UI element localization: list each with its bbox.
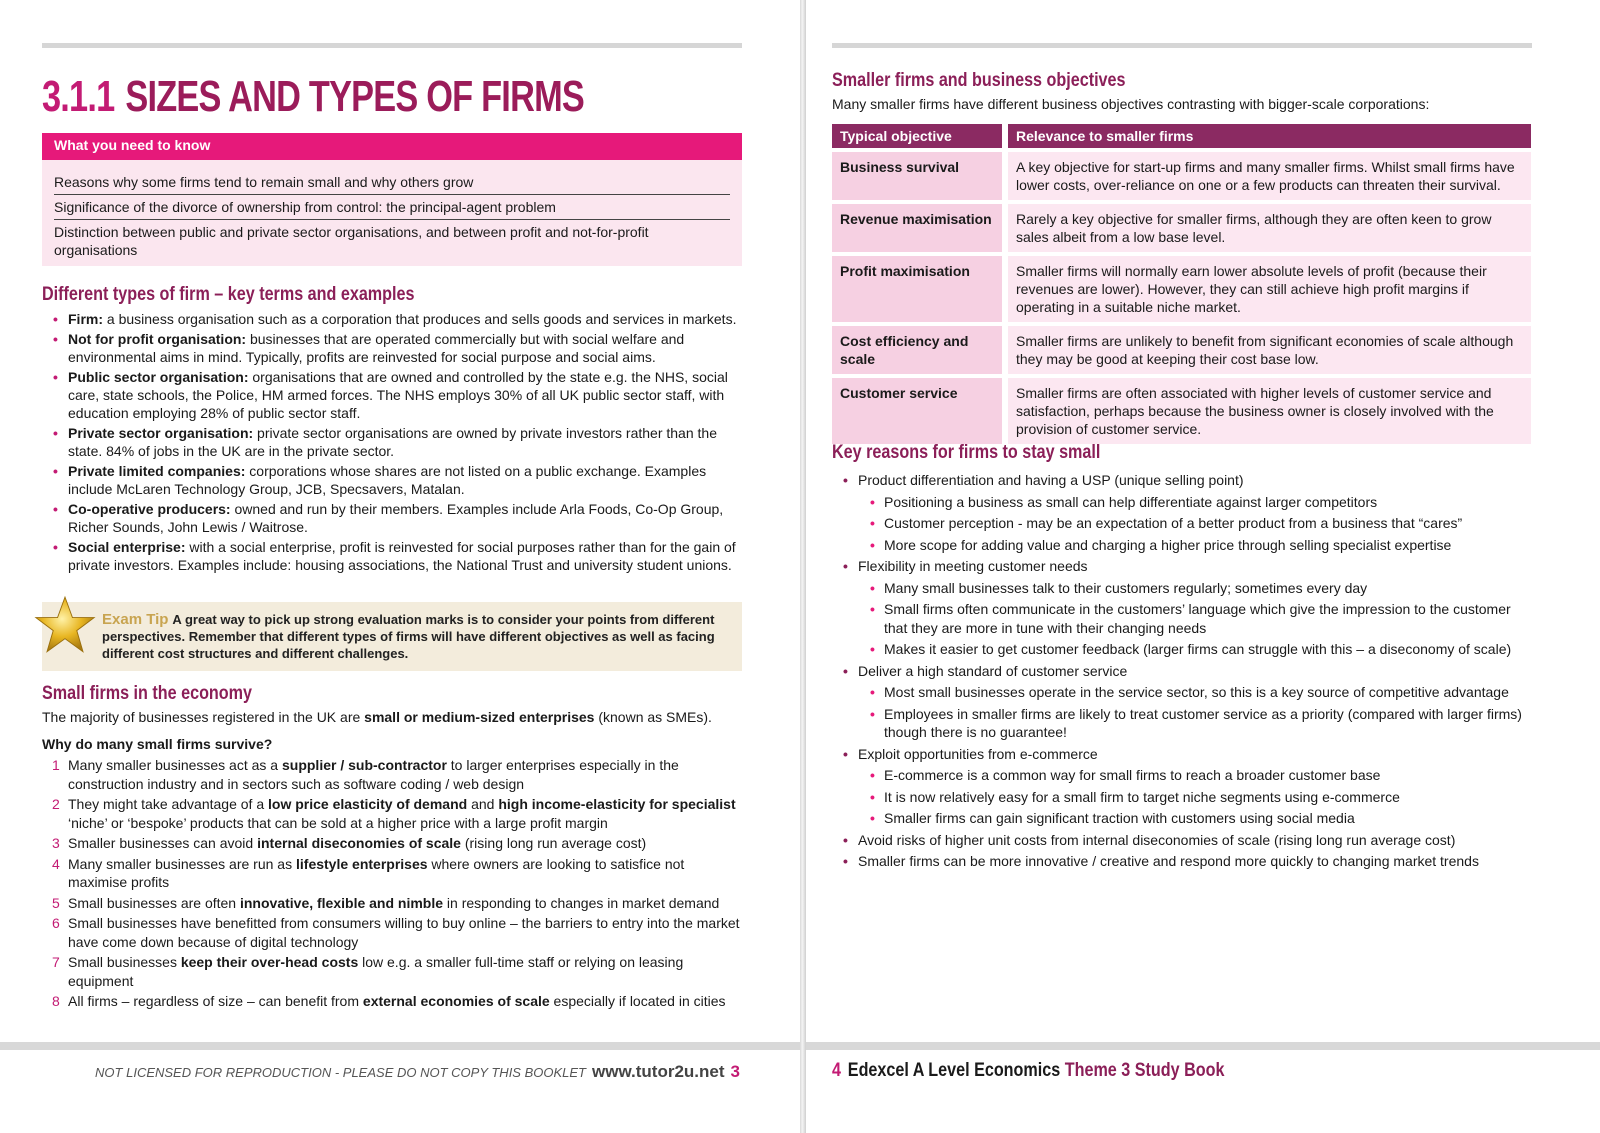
- objectives-heading: Smaller firms and business objectives: [832, 70, 1126, 91]
- footer-rule: [806, 1042, 1600, 1050]
- small-firms-intro: [42, 708, 742, 726]
- type-item: [52, 330, 740, 366]
- survive-text: Many smaller businesses act as a: [68, 757, 282, 773]
- relevance-cell: Smaller firms will normally earn lower absolute levels of profit (because their revenues are lower). However, they can still achieve high profit margins if operating in a suitable niche market.: [1008, 256, 1531, 322]
- survive-text: and: [467, 796, 499, 812]
- survive-key-phrase: external economies of scale: [362, 993, 550, 1009]
- reason-item: • Flexibility in meeting customer needs: [832, 557, 1532, 576]
- title-text: SIZES AND TYPES OF FIRMS: [125, 72, 584, 121]
- table-body: [832, 152, 1531, 444]
- know-item: Significance of the divorce of ownership from control: the principal-agent problem: [54, 195, 730, 220]
- survive-text: where owners are looking to satisfice not maximise profits: [68, 855, 685, 890]
- type-definition: organisations that are owned and controlled by the state e.g. the NHS, social care, state schools, the Police, HM armed forces. The NHS employs 30% of all UK public sector staff, with education employing 28% of public sector staff.: [68, 369, 728, 421]
- survive-item: [50, 795, 740, 832]
- survive-list: [50, 756, 740, 1013]
- survive-item: [50, 855, 740, 892]
- objective-cell: Customer service: [832, 378, 1008, 444]
- reasons-list: [832, 468, 1532, 871]
- type-term: Private sector organisation:: [68, 425, 254, 441]
- survive-item: [50, 834, 740, 853]
- objective-cell: Cost efficiency and scale: [832, 326, 1008, 374]
- type-term: Private limited companies:: [68, 463, 246, 479]
- item-number: 2: [52, 796, 60, 812]
- type-definition: a business organisation such as a corporation that produces and sells goods and services in markets.: [103, 311, 737, 327]
- type-item: [52, 310, 740, 328]
- reasons-heading: Key reasons for firms to stay small: [832, 442, 1101, 463]
- survive-text: especially if located in cities: [549, 993, 726, 1009]
- survive-heading: Why do many small firms survive?: [42, 736, 273, 752]
- item-number: 4: [52, 855, 60, 872]
- know-heading: What you need to know: [42, 133, 742, 160]
- relevance-cell: Smaller firms are unlikely to benefit from significant economies of scale although they may be good at keeping their cost base low.: [1008, 326, 1531, 374]
- survive-key-phrase: low price elasticity of demand: [268, 796, 468, 812]
- survive-text: Many smaller businesses are run as: [68, 855, 296, 872]
- what-you-need-to-know-box: [42, 133, 742, 266]
- survive-key-phrase: keep their over-head costs: [180, 954, 359, 970]
- footer-theme: Theme 3 Study Book: [1064, 1060, 1225, 1081]
- reason-item: • Smaller firms can be more innovative / creative and respond more quickly to changing market trends: [832, 852, 1532, 871]
- type-item: [52, 500, 740, 536]
- survive-item: [50, 914, 740, 951]
- reason-subitem: • Small firms often communicate in the customers’ language which give the impression to the customer that they are more in tune with their changing needs: [832, 600, 1532, 637]
- type-item: [52, 424, 740, 460]
- footer-book: Edexcel A Level Economics: [847, 1060, 1061, 1081]
- reason-subitem: • Customer perception - may be an expectation of a better product from a business that “cares”: [832, 514, 1532, 533]
- footer-rule: [0, 1042, 800, 1050]
- types-list: [52, 310, 740, 576]
- know-item: Reasons why some firms tend to remain small and why others grow: [54, 170, 730, 195]
- survive-item: [50, 992, 740, 1011]
- reason-subitem: • Many small businesses talk to their customers regularly; sometimes every day: [832, 579, 1532, 598]
- types-heading: Different types of firm – key terms and examples: [42, 284, 415, 305]
- type-term: Public sector organisation:: [68, 369, 249, 385]
- reason-subitem: • E-commerce is a common way for small firms to reach a broader customer base: [832, 766, 1532, 785]
- objective-cell: Business survival: [832, 152, 1008, 200]
- type-definition: corporations whose shares are not listed on a public exchange. Examples include McLaren Technology Group, JCB, Specsavers, Matalan.: [68, 463, 707, 497]
- survive-key-phrase: innovative, flexible and nimble: [239, 894, 444, 911]
- page-number: 3: [730, 1062, 740, 1081]
- survive-item: [50, 756, 740, 793]
- reason-item: • Avoid risks of higher unit costs from internal diseconomies of scale (rising long run average cost): [832, 831, 1532, 850]
- survive-key-phrase: lifestyle enterprises: [296, 855, 428, 872]
- exam-tip-label: Exam Tip: [102, 611, 169, 628]
- know-list: [42, 160, 742, 262]
- reason-subitem: • Employees in smaller firms are likely to treat customer service as a priority (compared with larger firms) though there is no guarantee!: [832, 705, 1532, 742]
- relevance-cell: A key objective for start-up firms and many smaller firms. Whilst small firms have lower costs, over-reliance on one or a few products can threaten their survival.: [1008, 152, 1531, 200]
- survive-text: Small businesses: [68, 954, 181, 970]
- objectives-intro: Many smaller firms have different business objectives contrasting with bigger-scale corporations:: [832, 96, 1430, 112]
- survive-item: [50, 953, 740, 990]
- objective-cell: Profit maximisation: [832, 256, 1008, 322]
- item-number: 5: [52, 894, 60, 911]
- table-row: [832, 378, 1531, 444]
- survive-text: low e.g. a smaller full-time staff or relying on leasing equipment: [68, 954, 684, 989]
- survive-text: Small businesses have benefitted from consumers willing to buy online – the barriers to entry into the market have come down because of digital technology: [68, 915, 740, 950]
- intro-bold: small or medium-sized enterprises: [364, 709, 595, 725]
- reason-subitem: • It is now relatively easy for a small firm to target niche segments using e-commerce: [832, 788, 1532, 807]
- right-page: [806, 0, 1600, 1133]
- type-term: Social enterprise:: [68, 539, 186, 555]
- footer-right: [832, 1060, 1224, 1082]
- survive-text: (rising long run average cost): [460, 835, 647, 851]
- relevance-cell: Rarely a key objective for smaller firms, although they are often keen to grow sales albeit from a low base level.: [1008, 204, 1531, 252]
- relevance-cell: Smaller firms are often associated with higher levels of customer service and satisfaction, perhaps because the business owner is closely involved with the provision of customer service.: [1008, 378, 1531, 444]
- small-firms-heading: Small firms in the economy: [42, 683, 253, 704]
- exam-tip-body: A great way to pick up strong evaluation marks is to consider your points from different perspectives. Remember that different types of firms will have different objectives as well as facing different cost structures and different challenges.: [102, 612, 715, 661]
- title-number: 3.1.1: [42, 72, 115, 121]
- reason-subitem: • Positioning a business as small can help differentiate against larger competitors: [832, 493, 1532, 512]
- reason-item: • Product differentiation and having a USP (unique selling point): [832, 471, 1532, 490]
- survive-text: in responding to changes in market demand: [443, 894, 720, 911]
- page-number: 4: [832, 1060, 841, 1081]
- know-item: Distinction between public and private sector organisations, and between profit and not-for-profit organisations: [54, 224, 649, 258]
- page-title: [42, 72, 584, 122]
- footer-url[interactable]: www.tutor2u.net: [592, 1062, 725, 1081]
- item-number: 7: [52, 954, 60, 970]
- type-item: [52, 368, 740, 422]
- type-definition: private sector organisations are owned by private investors rather than the state. 84% of jobs in the UK are in the private sector.: [68, 425, 717, 459]
- reason-subitem: • Smaller firms can gain significant traction with customers using social media: [832, 809, 1532, 828]
- survive-key-phrase: high income-elasticity for specialist: [498, 796, 736, 812]
- reason-subitem: • Makes it easier to get customer feedback (larger firms can struggle with this – a diseconomy of scale): [832, 640, 1532, 659]
- reason-item: • Deliver a high standard of customer service: [832, 662, 1532, 681]
- star-icon: [34, 594, 96, 656]
- table-header: Relevance to smaller firms: [1008, 124, 1531, 148]
- type-definition: with a social enterprise, profit is reinvested for social purposes rather than for the gain of private investors. Examples include: housing associations, the National Trust and university student unions.: [68, 539, 736, 573]
- table-header-row: [832, 124, 1531, 148]
- reason-item: • Exploit opportunities from e-commerce: [832, 745, 1532, 764]
- item-number: 3: [52, 835, 60, 851]
- objectives-table: [832, 120, 1531, 448]
- exam-tip-box: [42, 602, 742, 671]
- table-row: [832, 256, 1531, 322]
- type-term: Co-operative producers:: [68, 501, 231, 517]
- survive-text: Small businesses are often: [68, 894, 240, 911]
- item-number: 6: [52, 915, 60, 931]
- objective-cell: Revenue maximisation: [832, 204, 1008, 252]
- type-item: [52, 462, 740, 498]
- survive-text: All firms – regardless of size – can benefit from: [68, 993, 363, 1009]
- footer-left: [95, 1062, 740, 1082]
- survive-key-phrase: supplier / sub-contractor: [281, 757, 447, 773]
- type-item: [52, 538, 740, 574]
- table-row: [832, 204, 1531, 252]
- reason-subitem: • More scope for adding value and charging a higher price through selling specialist expertise: [832, 536, 1532, 555]
- top-rule: [42, 43, 742, 48]
- intro-text-end: (known as SMEs).: [594, 709, 712, 725]
- table-row: [832, 152, 1531, 200]
- survive-key-phrase: internal diseconomies of scale: [257, 835, 461, 851]
- item-number: 1: [52, 757, 60, 773]
- survive-text: Smaller businesses can avoid: [68, 835, 258, 851]
- table-row: [832, 326, 1531, 374]
- item-number: 8: [52, 993, 60, 1009]
- survive-item: [50, 894, 740, 913]
- type-definition: businesses that are operated commercially but with social welfare and environmental aims in mind. Typically, profits are reinvested for social purpose and social aims.: [68, 331, 685, 365]
- intro-text: The majority of businesses registered in the UK are: [42, 709, 365, 725]
- survive-text: ‘niche’ or ‘bespoke’ products that can be sold at a higher price with a large profit margin: [68, 814, 608, 831]
- footer-notice: NOT LICENSED FOR REPRODUCTION - PLEASE DO NOT COPY THIS BOOKLET: [95, 1065, 586, 1080]
- exam-tip-text: [102, 611, 732, 662]
- reason-subitem: • Most small businesses operate in the service sector, so this is a key source of competitive advantage: [832, 683, 1532, 702]
- top-rule: [832, 43, 1532, 48]
- table-header: Typical objective: [832, 124, 1008, 148]
- type-term: Firm:: [68, 311, 103, 327]
- survive-text: to larger enterprises especially in the construction industry and in sectors such as software coding / web design: [68, 757, 679, 792]
- type-definition: owned and run by their members. Examples include Arla Foods, Co-Op Group, Richer Sounds, John Lewis / Waitrose.: [68, 501, 724, 535]
- survive-text: They might take advantage of a: [68, 796, 269, 812]
- type-term: Not for profit organisation:: [68, 331, 247, 347]
